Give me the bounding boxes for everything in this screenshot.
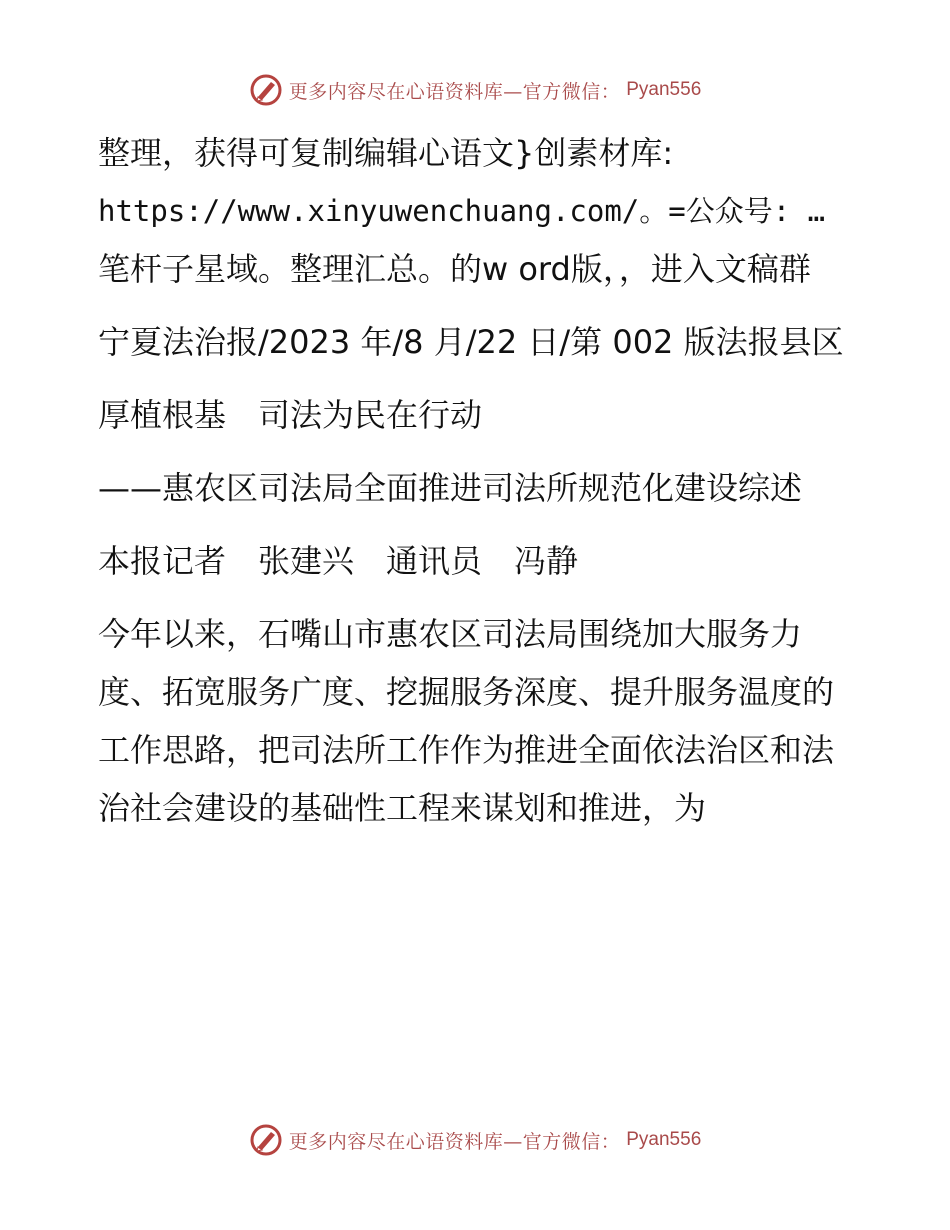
document-body xyxy=(98,124,850,837)
pen-logo-icon xyxy=(249,1123,283,1157)
watermark-text: 更多内容尽在心语资料库—官方微信： xyxy=(288,80,621,103)
pen-logo-icon xyxy=(249,73,283,107)
article-title: 厚植根基 司法为民在行动 xyxy=(98,396,483,434)
paragraph-body: 今年以来，石嘴山市惠农区司法局围绕加大服务力度、拓宽服务广度、挖掘服务深度、提升服务温度的工作思路，把司法所工作作为推进全面依法治区和法治社会建设的基础性工程来谋划和推进，为 xyxy=(98,615,835,827)
paragraph-source: 宁夏法治报/2023 年/8 月/22 日/第 002 版法报县区 xyxy=(98,323,844,361)
watermark-wechat-id: Pyan556 xyxy=(626,79,702,100)
watermark-wechat-id: Pyan556 xyxy=(626,1129,702,1150)
paragraph-intro2: 笔杆子星域。整理汇总。的w ord版，，进入文稿群 xyxy=(98,250,811,288)
paragraph-url: https://www.xinyuwenchuang.com/。=公众号: … xyxy=(98,194,826,228)
watermark-banner-top xyxy=(0,68,950,112)
article-byline: 本报记者 张建兴 通讯员 冯静 xyxy=(98,542,579,580)
watermark-banner-bottom xyxy=(0,1118,950,1162)
paragraph-intro: 整理，获得可复制编辑心语文}创素材库: xyxy=(98,134,674,172)
watermark-text: 更多内容尽在心语资料库—官方微信： xyxy=(288,1130,621,1153)
article-subtitle: ——惠农区司法局全面推进司法所规范化建设综述 xyxy=(98,469,803,507)
